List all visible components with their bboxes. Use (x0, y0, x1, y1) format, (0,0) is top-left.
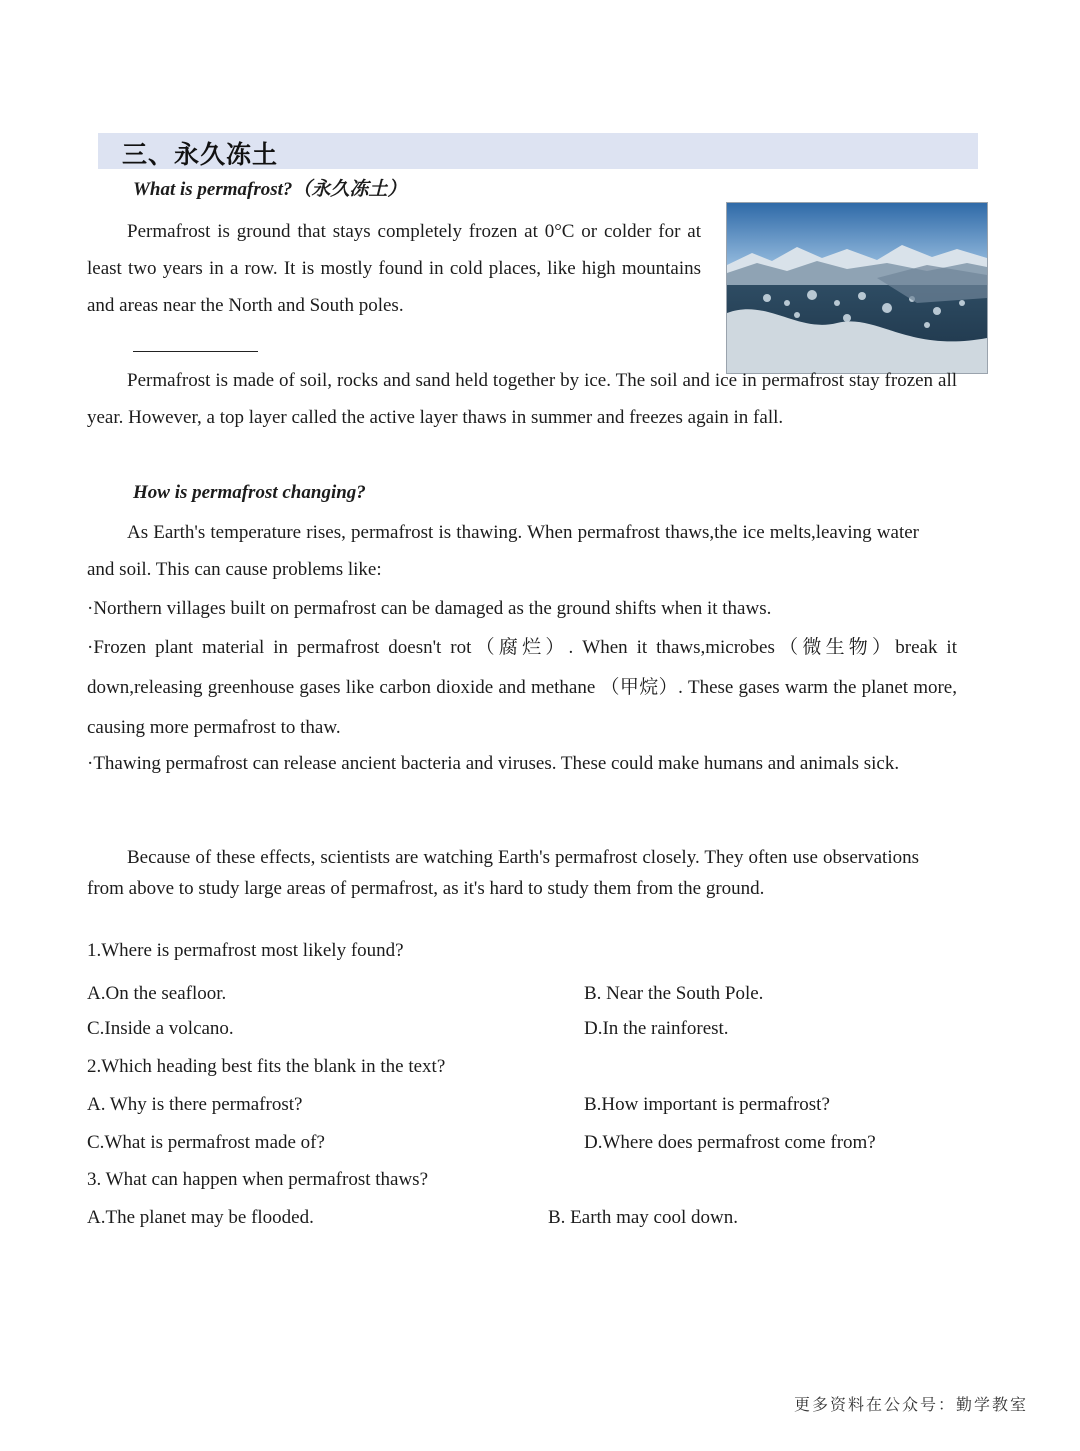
subheading-what-is-permafrost: What is permafrost?（永久冻土） (133, 179, 407, 200)
question-1-stem: 1.Where is permafrost most likely found? (87, 940, 404, 961)
question-1-option-b: B. Near the South Pole. (584, 983, 764, 1004)
question-3-stem: 3. What can happen when permafrost thaws? (87, 1169, 428, 1190)
footer-source-note: 更多资料在公众号：勤学教室 (793, 1395, 1028, 1414)
paragraph-4: Because of these effects, scientists are watching Earth's permafrost closely. They often use observations from above to study large areas of permafrost, as it's hard to study them from the ground. (87, 847, 919, 899)
question-2-option-c: C.What is permafrost made of? (87, 1132, 325, 1153)
paragraph-3: As Earth's temperature rises, permafrost is thawing. When permafrost thaws,the ice melts,leaving water and soil. This can cause problems like: (87, 522, 919, 580)
question-2-option-b: B.How important is permafrost? (584, 1094, 830, 1115)
paragraph-1: Permafrost is ground that stays completely frozen at 0°C or colder for at least two years in a row. It is mostly found in cold places, like high mountains and areas near the North and South poles. (87, 221, 701, 316)
question-1-option-c: C.Inside a volcano. (87, 1018, 234, 1039)
bullet-3: ·Thawing permafrost can release ancient bacteria and viruses. These could make humans and animals sick. (87, 753, 900, 774)
question-1-option-d: D.In the rainforest. (584, 1018, 729, 1039)
question-2-option-d: D.Where does permafrost come from? (584, 1132, 876, 1153)
section-title: 三、永久冻土 (122, 140, 279, 169)
permafrost-landscape-photo (726, 202, 988, 374)
question-3-option-a: A.The planet may be flooded. (87, 1207, 314, 1228)
bullet-2: ·Frozen plant material in permafrost doesn't rot（腐烂）. When it thaws,microbes（微生物）break it down,releasing greenhouse gases like carbon dioxide and methane （甲烷）. These gases warm the planet more, causing more permafrost to thaw. (87, 637, 957, 738)
bullet-1: ·Northern villages built on permafrost can be damaged as the ground shifts when it thaws. (87, 598, 772, 619)
question-2-stem: 2.Which heading best fits the blank in the text? (87, 1056, 446, 1077)
heading-blank-line (133, 351, 258, 352)
question-1-option-a: A.On the seafloor. (87, 983, 227, 1004)
question-2-option-a: A. Why is there permafrost? (87, 1094, 303, 1115)
question-3-option-b: B. Earth may cool down. (548, 1207, 738, 1228)
subheading-how-is-permafrost-changing: How is permafrost changing? (133, 482, 366, 503)
paragraph-2: Permafrost is made of soil, rocks and sand held together by ice. The soil and ice in permafrost stay frozen all year. However, a top layer called the active layer thaws in summer and freezes again in fall. (87, 370, 957, 428)
